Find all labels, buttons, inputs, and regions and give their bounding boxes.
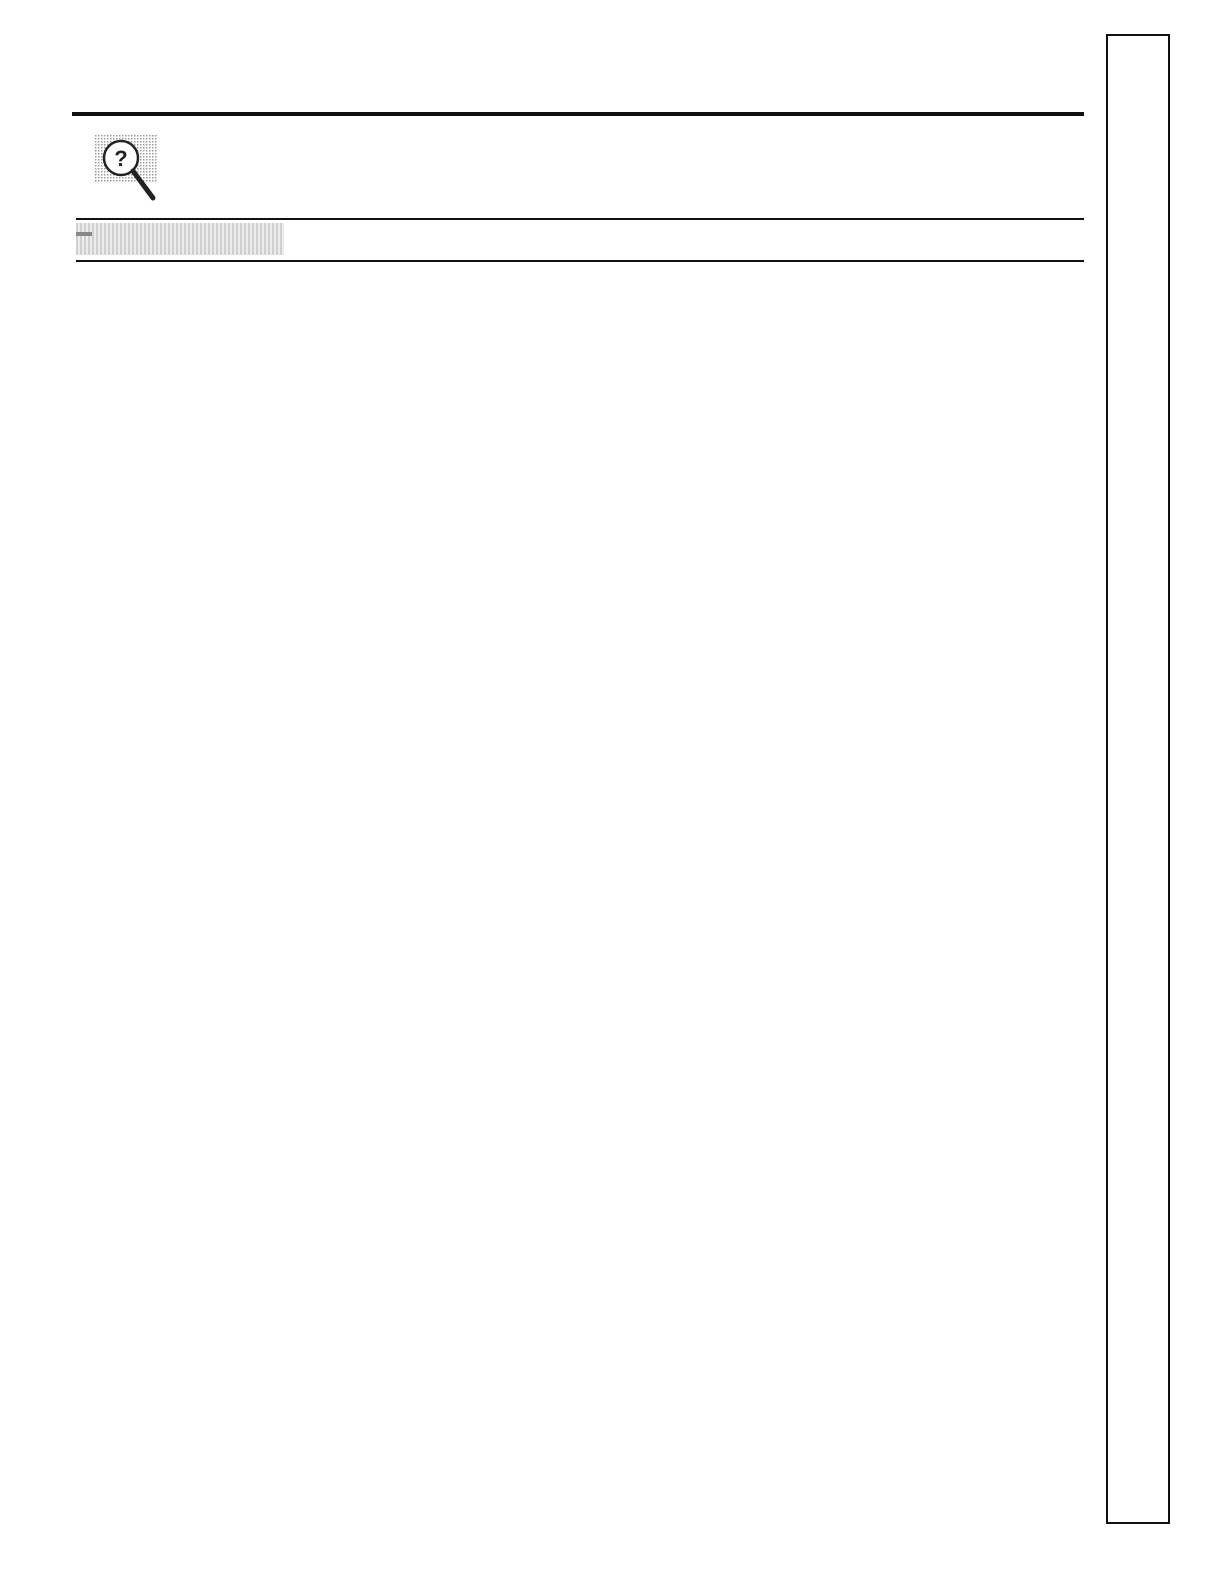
title-rule xyxy=(72,112,1084,116)
svg-text:?: ? xyxy=(114,146,128,171)
section-tabs xyxy=(1106,34,1170,1524)
troubleshooting-table xyxy=(76,218,1084,262)
problem-header xyxy=(76,223,284,255)
help-magnifier-icon xyxy=(95,132,175,204)
table-header xyxy=(76,218,1084,262)
